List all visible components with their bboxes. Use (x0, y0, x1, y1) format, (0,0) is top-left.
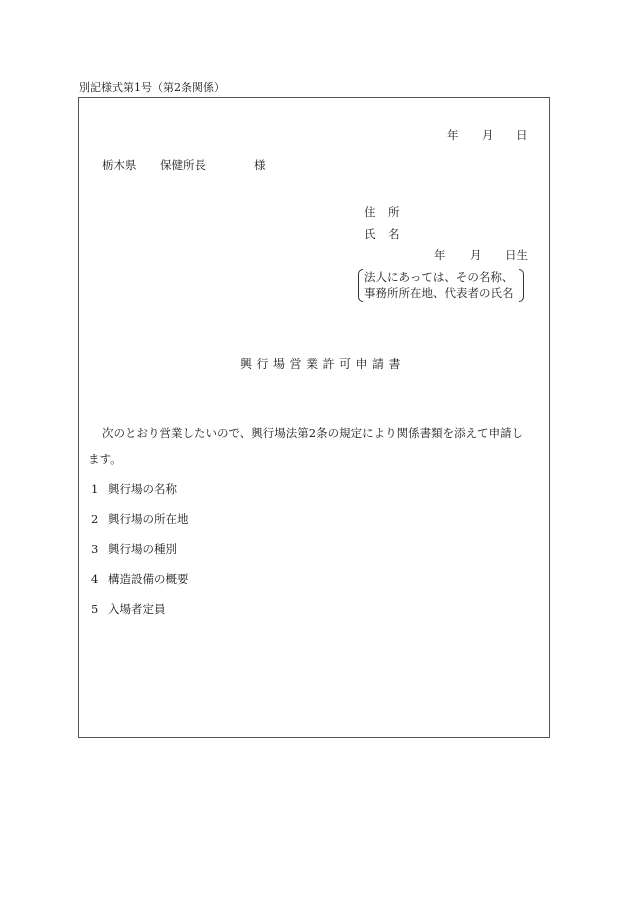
date-day: 日 (516, 128, 528, 142)
birth-month: 月 (470, 248, 482, 262)
address-label-2: 所 (388, 205, 400, 219)
form-number: 別記様式第1号（第2条関係） (79, 81, 225, 94)
body-text-line-2: ます。 (88, 452, 122, 466)
corporate-note-line-2: 事務所所在地、代表者の氏名 (364, 286, 514, 300)
date-year: 年 (447, 128, 459, 142)
list-item (91, 484, 177, 496)
item-number: 4 (91, 572, 99, 586)
date-month: 月 (482, 128, 494, 142)
right-bracket (519, 269, 524, 302)
item-number: 2 (91, 512, 99, 526)
item-label: 構造設備の概要 (108, 572, 189, 586)
address-label-1: 住 (364, 205, 376, 219)
item-number: 5 (91, 602, 99, 616)
item-number: 1 (91, 482, 99, 496)
item-label: 興行場の所在地 (108, 512, 189, 526)
item-number: 3 (91, 542, 99, 556)
addressee-office: 保健所長 (160, 158, 206, 172)
item-label: 興行場の名称 (108, 482, 177, 496)
list-item (91, 574, 189, 586)
name-label-1: 氏 (364, 227, 376, 241)
list-item (91, 604, 166, 616)
corporate-note-line-1: 法人にあっては、その名称、 (364, 270, 514, 284)
form-frame (78, 97, 550, 738)
birth-year: 年 (434, 248, 446, 262)
addressee-honorific: 様 (254, 158, 266, 172)
name-label-2: 名 (388, 227, 400, 241)
body-text-line-1: 次のとおり営業したいので、興行場法第2条の規定により関係書類を添えて申請し (102, 426, 524, 440)
corporate-note (358, 269, 524, 302)
addressee-prefecture: 栃木県 (102, 158, 137, 172)
item-label: 入場者定員 (108, 602, 166, 616)
list-item (91, 544, 177, 556)
list-item (91, 514, 189, 526)
left-bracket (358, 269, 363, 302)
birth-day: 日生 (505, 248, 528, 262)
document-title: 興行場営業許可申請書 (240, 357, 406, 371)
item-label: 興行場の種別 (108, 542, 177, 556)
